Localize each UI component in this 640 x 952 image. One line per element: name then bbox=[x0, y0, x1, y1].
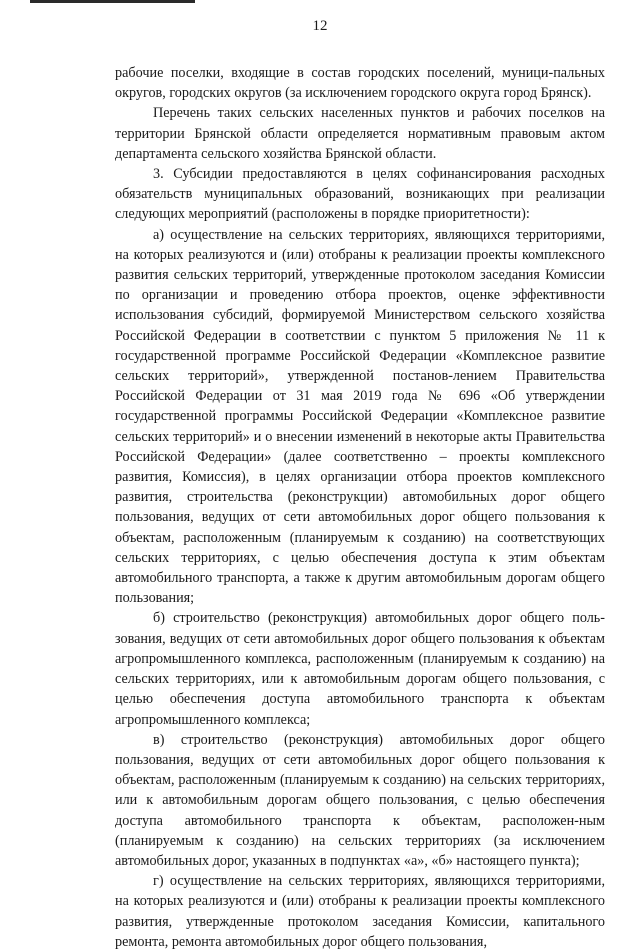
paragraph-subitem-g: г) осуществление на сельских территориях, являющихся территориями, на которых реализуются и (или) отобраны к реализации проекты комплексного развития, утвержденные протоколом заседания Комиссии, капитального ремонта, ремонта автомобильных дорог общего пользования, bbox=[115, 873, 605, 950]
paragraph-subitem-a: а) осуществление на сельских территориях, являющихся территориями, на которых реализуются и (или) отобраны к реализации проекты комплексного развития сельских территорий, утвержденные протоколом заседания Комиссии по организации и проведению отбора проектов, оценке эффективности использования субсидий, формируемой Министерством сельского хозяйства Российской Федерации в соответствии с пунктом 5 приложения № 11 к государственной программе Российской Федерации «Комплексное развитие сельских территорий», утвержденной постанов-лением Правительства Российской Федерации от 31 мая 2019 года № 696 «Об утверждении государственной программы Российской Федерации «Комплексное развитие сельских территорий» и о внесении изменений в некоторые акты Правительства Российской Федерации» (далее соответственно – проекты комплексного развития, Комиссия), в целях организации отбора проектов комплексного развития, строительства (реконструкции) автомобильных дорог общего пользования, ведущих от сети автомобильных дорог общего пользования к объектам, расположенным (планируемым к созданию) на соответствующих сельских территориях, с целью обеспечения доступа к этим объектам автомобильного транспорта, а также к другим автомобильным дорогам общего пользования; bbox=[115, 226, 605, 607]
document-body bbox=[115, 63, 605, 952]
paragraph-item-3: 3. Субсидии предоставляются в целях софинансирования расходных обязательств муниципальных образований, возникающих при реализации следующих мероприятий (расположены в порядке приоритетности): bbox=[115, 166, 605, 223]
paragraph-subitem-v: в) строительство (реконструкция) автомобильных дорог общего пользования, ведущих от сети автомобильных дорог общего пользования к объектам, расположенным (планируемым к созданию) на сельских территориях, или к автомобильным дорогам общего пользования, с целью обеспечения доступа автомобильного транспорта к объектам, расположен-ным (планируемым к созданию) на сельских территориях (за исключением автомобильных дорог, указанных в подпунктах «а», «б» настоящего пункта); bbox=[115, 731, 605, 869]
paragraph-list-definition: Перечень таких сельских населенных пунктов и рабочих поселков на территории Брянской области определяется нормативным правовым актом департамента сельского хозяйства Брянской области. bbox=[115, 105, 605, 162]
paragraph-subitem-b: б) строительство (реконструкция) автомобильных дорог общего поль-зования, ведущих от сети автомобильных дорог общего пользования к объектам агропромышленного комплекса, расположенным (планируемым к созданию) на сельских территориях, или к автомобильным дорогам общего пользования, с целью обеспечения доступа автомобильного транспорта к объектам агропромышленного комплекса; bbox=[115, 610, 605, 728]
page-number: 12 bbox=[312, 18, 328, 34]
top-rule bbox=[30, 0, 195, 3]
paragraph-continuation: рабочие поселки, входящие в состав городских поселений, муници-пальных округов, городских округов (за исключением городского округа город Брянск). bbox=[115, 65, 605, 102]
